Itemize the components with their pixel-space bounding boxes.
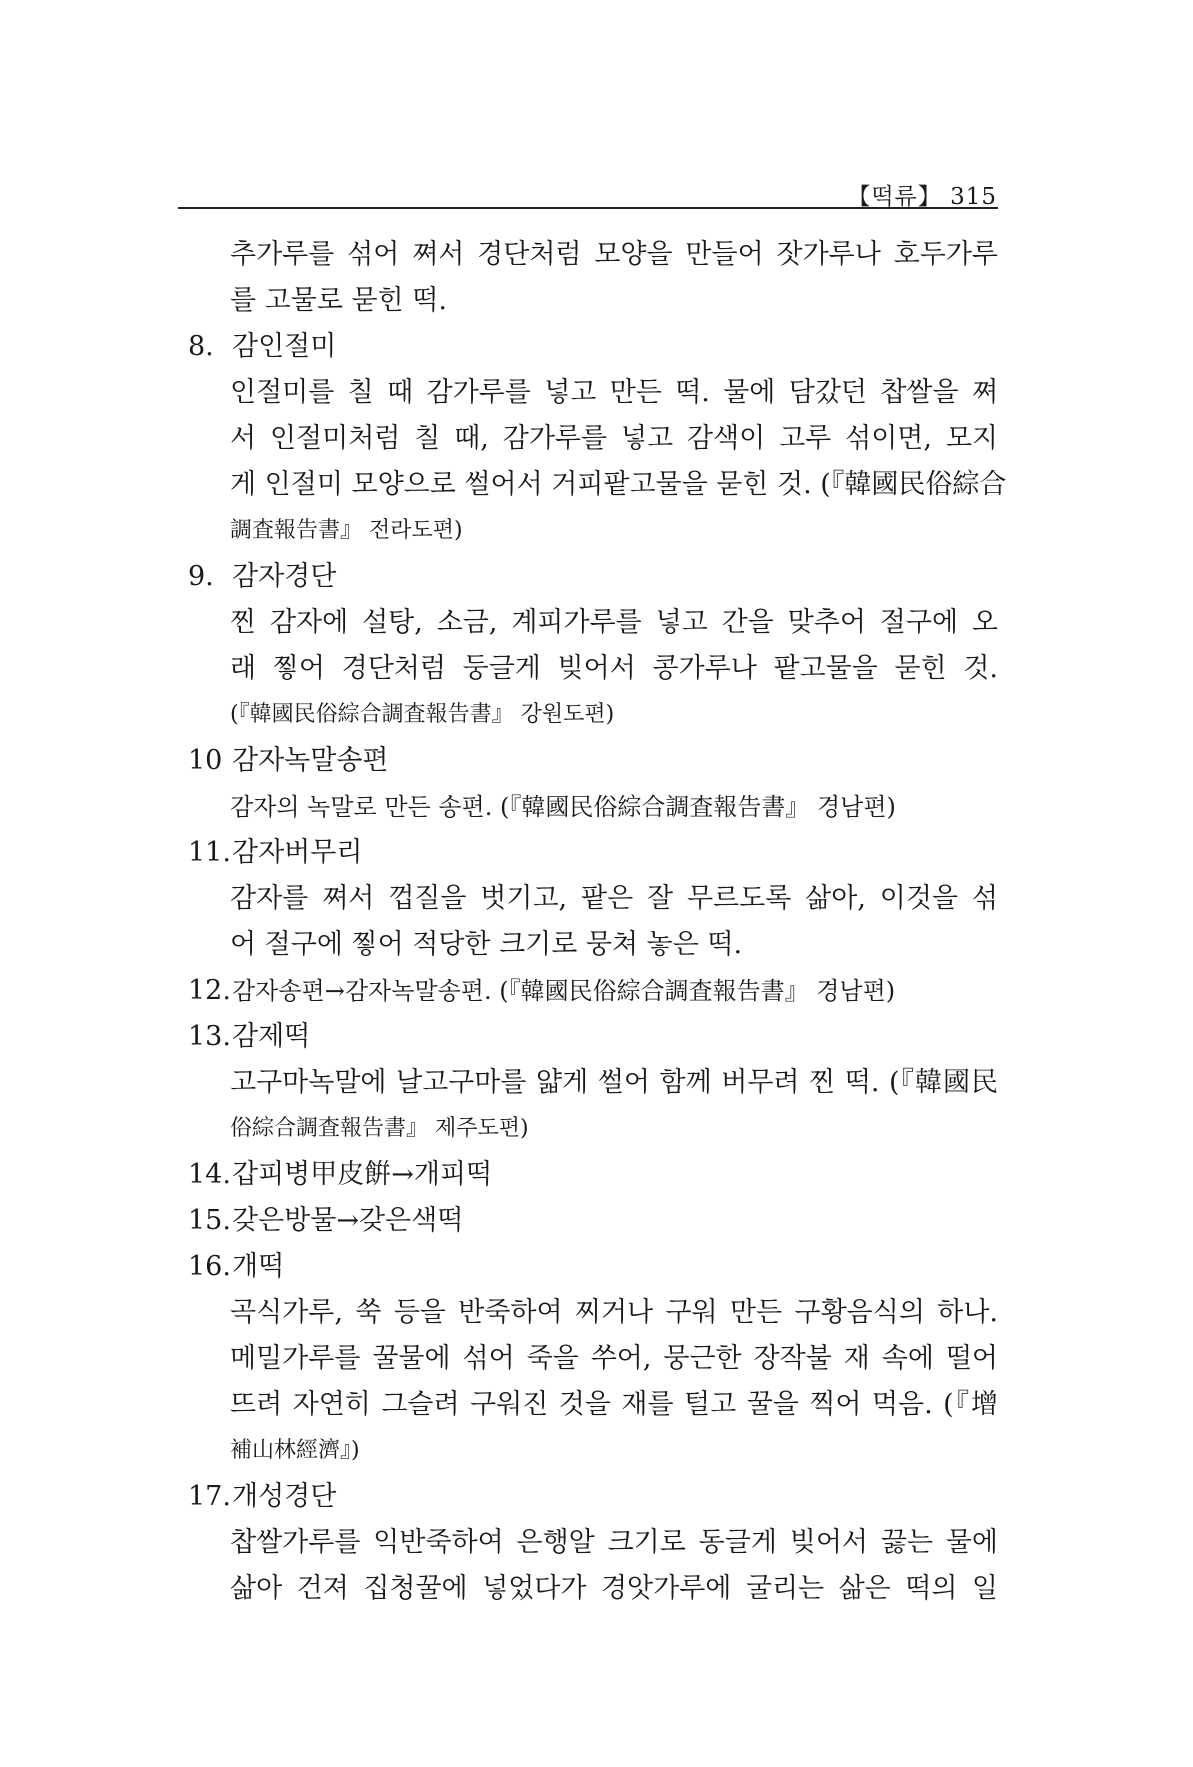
entry-heading	[188, 974, 895, 1008]
text-line: 찐 감자에 설탕, 소금, 계피가루를 넣고 간을 맞추어 절구에 오	[230, 607, 998, 638]
text-line: 래 찧어 경단처럼 둥글게 빚어서 콩가루나 팥고물을 묻힌 것.	[230, 653, 998, 684]
entry-heading	[188, 1480, 336, 1514]
entry-number: 15.	[188, 1205, 231, 1236]
source-line: 補山林經濟』)	[230, 1438, 360, 1463]
entry-number: 14.	[188, 1159, 231, 1190]
entry-title: 갑피병甲皮餠→개피떡	[232, 1159, 493, 1190]
source-line: (『韓國民俗綜合調査報告書』 강원도편)	[230, 702, 615, 727]
text-line: 찹쌀가루를 익반죽하여 은행알 크기로 동글게 빚어서 끓는 물에	[230, 1527, 998, 1558]
entry-title: 개떡	[232, 1251, 285, 1282]
text-line: 메밀가루를 꿀물에 섞어 죽을 쑤어, 뭉근한 장작불 재 속에 떨어	[230, 1343, 998, 1374]
entry-title: 개성경단	[232, 1481, 337, 1512]
entry-number: 8.	[188, 331, 214, 362]
entry-heading	[188, 1158, 492, 1192]
entry-title: 감제떡	[232, 1021, 311, 1052]
entry-title: 감자송편→감자녹말송편. (『韓國民俗綜合調査報告書』 경남편)	[232, 977, 896, 1005]
entry-heading	[188, 1250, 284, 1284]
entry-title: 갖은방물→갖은색떡	[232, 1205, 464, 1236]
entry-number: 13.	[188, 1021, 231, 1052]
entry-heading	[188, 744, 389, 778]
source-line: 俗綜合調査報告書』 제주도편)	[230, 1116, 529, 1141]
text-line: 곡식가루, 쑥 등을 반죽하여 찌거나 구워 만든 구황음식의 하나.	[230, 1297, 998, 1328]
entry-title: 감자버무리	[232, 837, 363, 868]
text-line: 뜨려 자연히 그슬려 구워진 것을 재를 털고 꿀을 찍어 먹음. (『增	[230, 1389, 998, 1420]
text-line: 고구마녹말에 날고구마를 얇게 썰어 함께 버무려 찐 떡. (『韓國民	[230, 1067, 998, 1098]
entry-heading	[188, 836, 362, 870]
entry-heading	[188, 1204, 463, 1238]
entry-heading	[188, 560, 336, 594]
entry-title: 감인절미	[232, 331, 337, 362]
entry-heading	[188, 330, 336, 364]
text-line: 삶아 건져 집청꿀에 넣었다가 경앗가루에 굴리는 삶은 떡의 일	[230, 1573, 998, 1604]
text-line: 를 고물로 묻힌 떡.	[230, 285, 447, 316]
entry-number: 12.	[188, 975, 231, 1006]
header-rule	[178, 207, 998, 209]
text-line: 게 인절미 모양으로 썰어서 거피팥고물을 묻힌 것. (『韓國民俗綜合	[230, 469, 1007, 500]
entry-number: 17.	[188, 1481, 231, 1512]
text-line: 인절미를 칠 때 감가루를 넣고 만든 떡. 물에 담갔던 찹쌀을 쪄	[230, 377, 998, 408]
text-line: 추가루를 섞어 쪄서 경단처럼 모양을 만들어 잣가루나 호두가루	[230, 239, 998, 270]
entry-number: 11.	[188, 837, 231, 868]
text-line: 어 절구에 찧어 적당한 크기로 뭉쳐 놓은 떡.	[230, 929, 743, 960]
entry-title: 감자녹말송편	[232, 745, 389, 776]
text-line: 감자의 녹말로 만든 송편. (『韓國民俗綜合調査報告書』 경남편)	[230, 793, 896, 821]
running-header: 【떡류】 315	[847, 184, 997, 210]
entry-number: 16.	[188, 1251, 231, 1282]
entry-number: 10	[188, 745, 223, 776]
entry-number: 9.	[188, 561, 214, 592]
text-line: 감자를 쪄서 껍질을 벗기고, 팥은 잘 무르도록 삶아, 이것을 섞	[230, 883, 998, 914]
entry-title: 감자경단	[232, 561, 337, 592]
entry-heading	[188, 1020, 310, 1054]
source-line: 調査報告書』 전라도편)	[230, 518, 463, 543]
text-line: 서 인절미처럼 칠 때, 감가루를 넣고 감색이 고루 섞이면, 모지	[230, 423, 998, 454]
